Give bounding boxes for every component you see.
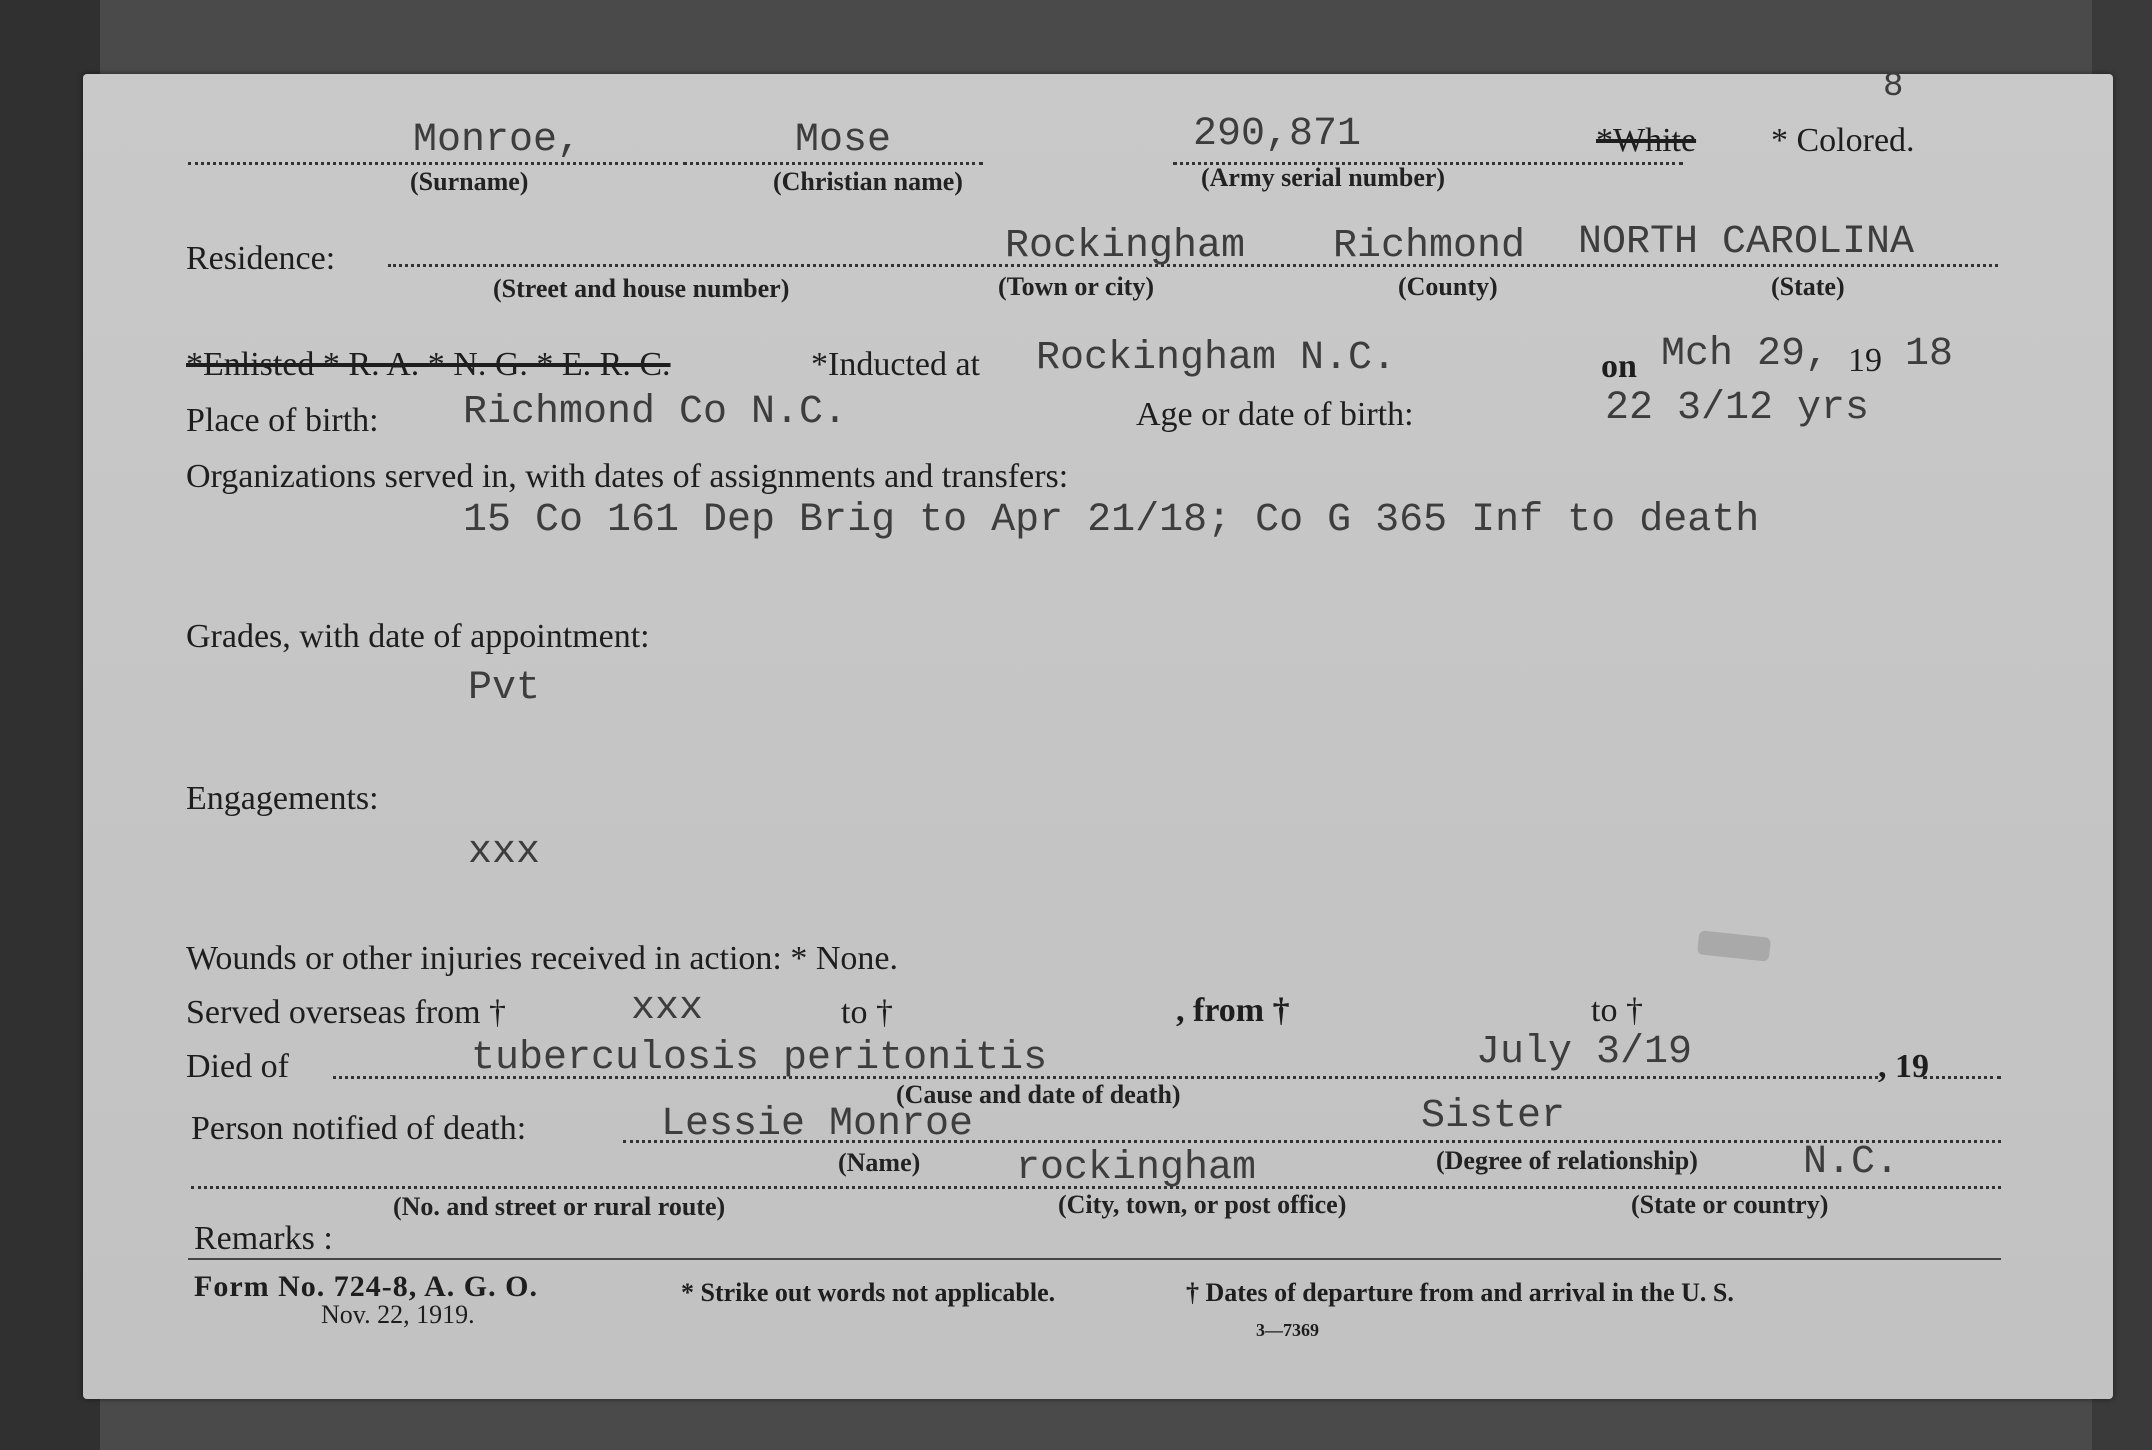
street-caption: (Street and house number) bbox=[493, 274, 790, 303]
overseas-from-2: , from † bbox=[1176, 992, 1290, 1029]
county-caption: (County) bbox=[1398, 272, 1498, 301]
overseas-to-1: to † bbox=[841, 994, 893, 1031]
enlisted-struck: *Enlisted * R. A. * N. G. * E. R. C. bbox=[186, 346, 671, 383]
strike-note: * Strike out words not applicable. bbox=[681, 1278, 1056, 1307]
remarks-label: Remarks : bbox=[194, 1220, 333, 1257]
remarks-line bbox=[188, 1258, 2001, 1260]
death-cause: tuberculosis peritonitis bbox=[471, 1036, 1048, 1081]
christian-name-caption: (Christian name) bbox=[773, 167, 963, 196]
state-country-caption: (State or country) bbox=[1631, 1190, 1829, 1219]
inducted-place: Rockingham N.C. bbox=[1036, 336, 1397, 381]
organizations-value: 15 Co 161 Dep Brig to Apr 21/18; Co G 365 Inf to death bbox=[463, 498, 1760, 543]
christian-name-value: Mose bbox=[795, 118, 892, 163]
notified-name: Lessie Monroe bbox=[661, 1102, 974, 1147]
engagements-label: Engagements: bbox=[186, 780, 379, 817]
induction-year: 18 bbox=[1905, 332, 1954, 377]
state-caption: (State) bbox=[1771, 272, 1845, 301]
engagements-value: xxx bbox=[468, 830, 541, 875]
overseas-to-2: to † bbox=[1591, 992, 1643, 1029]
wounds-label: Wounds or other injuries received in action: * None. bbox=[186, 940, 899, 977]
service-record-card bbox=[83, 68, 2113, 1399]
age-value: 22 3/12 yrs bbox=[1605, 386, 1870, 431]
death-year-suffix: , 19 bbox=[1878, 1048, 1929, 1085]
notified-state: N.C. bbox=[1803, 1140, 1900, 1185]
form-number: Form No. 724-8, A. G. O. bbox=[194, 1270, 538, 1303]
inducted-label: *Inducted at bbox=[811, 346, 980, 383]
surname-caption: (Surname) bbox=[410, 167, 529, 196]
organizations-label: Organizations served in, with dates of assignments and transfers: bbox=[186, 458, 1069, 495]
race-white-struck: *White bbox=[1596, 122, 1697, 159]
death-caption: (Cause and date of death) bbox=[896, 1080, 1181, 1109]
relationship-caption: (Degree of relationship) bbox=[1436, 1146, 1698, 1175]
smudge-mark bbox=[1697, 930, 1771, 961]
street-route-caption: (No. and street or rural route) bbox=[393, 1192, 726, 1221]
surname-value: Monroe, bbox=[413, 118, 582, 163]
on-label: on bbox=[1601, 348, 1637, 385]
race-colored: * Colored. bbox=[1771, 122, 1915, 159]
print-code: 3—7369 bbox=[1256, 1320, 1319, 1340]
place-of-birth-label: Place of birth: bbox=[186, 402, 379, 439]
town-caption: (Town or city) bbox=[998, 272, 1154, 301]
residence-county: Richmond bbox=[1333, 224, 1526, 269]
residence-state: NORTH CAROLINA bbox=[1578, 220, 1915, 265]
age-label: Age or date of birth: bbox=[1136, 396, 1414, 433]
death-year-line bbox=[1923, 1076, 2001, 1079]
serial-number-value: 290,871 bbox=[1193, 112, 1362, 157]
overseas-value: xxx bbox=[631, 986, 704, 1031]
grades-label: Grades, with date of appointment: bbox=[186, 618, 650, 655]
name-caption: (Name) bbox=[838, 1148, 921, 1177]
dates-note: † Dates of departure from and arrival in the U. S. bbox=[1186, 1278, 1734, 1307]
city-caption: (City, town, or post office) bbox=[1058, 1190, 1347, 1219]
serial-caption: (Army serial number) bbox=[1201, 163, 1446, 192]
induction-date: Mch 29, bbox=[1661, 332, 1830, 377]
year-prefix: 19 bbox=[1848, 342, 1882, 379]
died-of-label: Died of bbox=[186, 1048, 289, 1085]
place-of-birth-value: Richmond Co N.C. bbox=[463, 390, 848, 435]
death-date: July 3/19 bbox=[1476, 1030, 1693, 1075]
residence-town: Rockingham bbox=[1005, 224, 1246, 269]
notified-label: Person notified of death: bbox=[191, 1110, 527, 1147]
page-number: 8 bbox=[1883, 68, 1904, 106]
notified-relationship: Sister bbox=[1421, 1094, 1566, 1139]
grades-value: Pvt bbox=[468, 666, 541, 711]
overseas-label: Served overseas from † bbox=[186, 994, 507, 1031]
residence-label: Residence: bbox=[186, 240, 336, 277]
form-date: Nov. 22, 1919. bbox=[321, 1300, 475, 1329]
notified-city: rockingham bbox=[1016, 1146, 1257, 1191]
